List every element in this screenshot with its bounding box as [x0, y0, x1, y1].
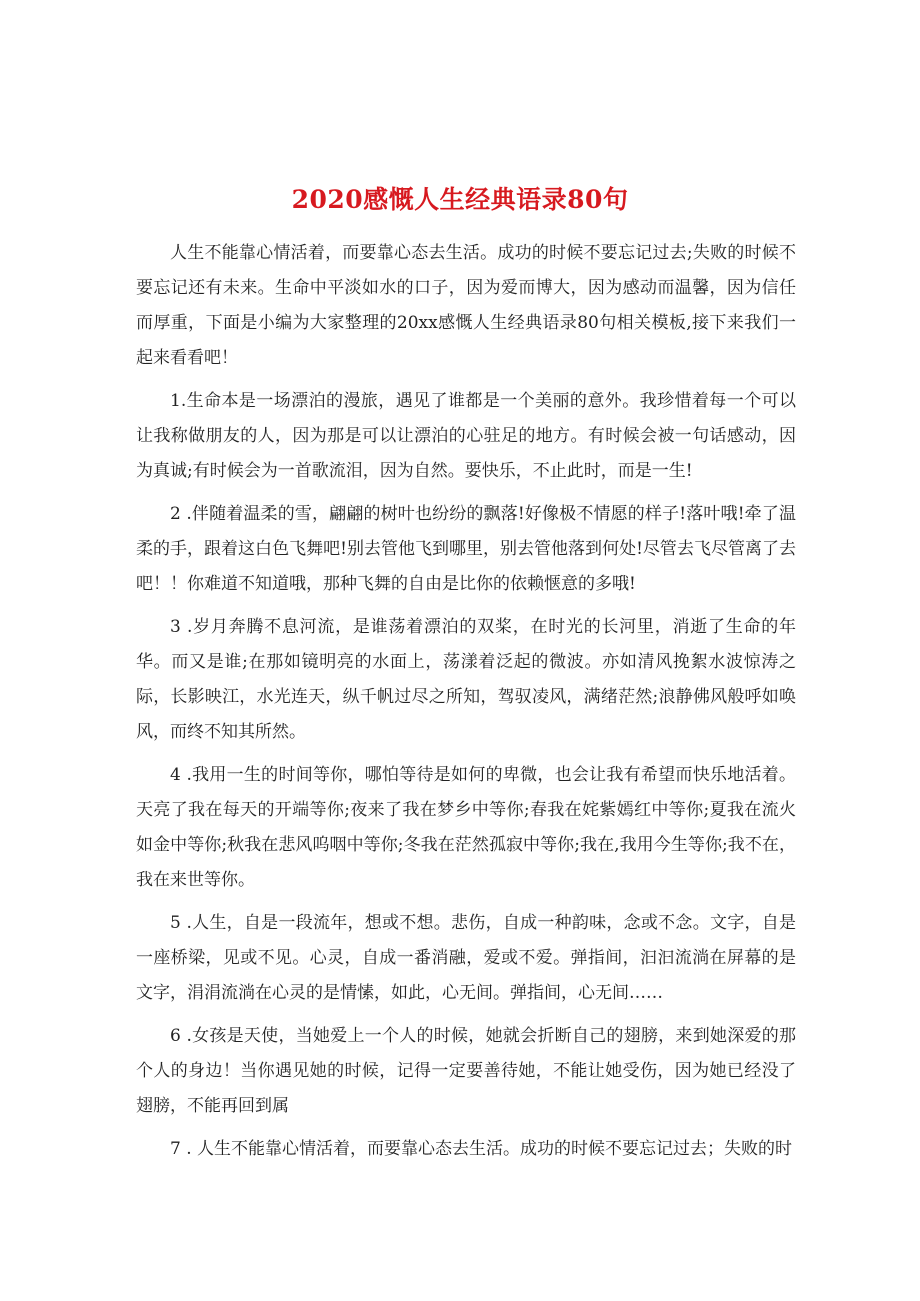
- quote-paragraph-7: 7 . 人生不能靠心情活着，而要靠心态去生活。成功的时候不要忘记过去；失败的时: [170, 1139, 793, 1159]
- quote-paragraph-6: 6 .女孩是天使，当她爱上一个人的时候，她就会折断自己的翅膀，来到她深爱的那个人的身边！当你遇见她的时候，记得一定要善待她，不能让她受伤，因为她已经没了翅膀，不能再回到属: [136, 1026, 796, 1116]
- quote-paragraph-5: 5 .人生，自是一段流年，想或不想。悲伤，自成一种韵味，念或不念。文字，自是一座桥梁，见或不见。心灵，自成一番消融，爱或不爱。弹指间，汩汩流淌在屏幕的是文字，涓涓流淌在心灵的是情愫，如此，心无间。弹指间，心无间……: [136, 913, 796, 1003]
- document-body: [136, 236, 796, 1175]
- quote-paragraph-4: 4 .我用一生的时间等你，哪怕等待是如何的卑微，也会让我有希望而快乐地活着。天亮了我在每天的开端等你;夜来了我在梦乡中等你;春我在姹紫嫣红中等你;夏我在流火如金中等你;秋我在悲风呜咽中等你;冬我在茫然孤寂中等你;我在,我用今生等你;我不在，我在来世等你。: [136, 765, 796, 890]
- quote-paragraph-2: 2 .伴随着温柔的雪，翩翩的树叶也纷纷的飘落!好像极不情愿的样子!落叶哦!牵了温柔的手，跟着这白色飞舞吧!别去管他飞到哪里，别去管他落到何处!尽管去飞尽管离了去吧！！你难道不知道哦，那种飞舞的自由是比你的依赖惬意的多哦!: [136, 504, 796, 594]
- page-title: 2020感慨人生经典语录80句: [291, 184, 629, 214]
- quote-paragraph-3: 3 .岁月奔腾不息河流，是谁荡着漂泊的双桨，在时光的长河里，消逝了生命的年华。而又是谁;在那如镜明亮的水面上，荡漾着泛起的微波。亦如清风挽絮水波惊涛之际，长影映江，水光连天，纵千帆过尽之所知，驾驭凌风，满绪茫然;浪静佛风般呼如唤风，而终不知其所然。: [136, 617, 796, 742]
- intro-paragraph: 人生不能靠心情活着，而要靠心态去生活。成功的时候不要忘记过去;失败的时候不要忘记还有未来。生命中平淡如水的口子，因为爱而博大，因为感动而温馨，因为信任而厚重，下面是小编为大家整理的20xx感慨人生经典语录80句相关模板,接下来我们一起来看看吧！: [136, 243, 796, 368]
- quote-paragraph-1: 1.生命本是一场漂泊的漫旅，遇见了谁都是一个美丽的意外。我珍惜着每一个可以让我称做朋友的人，因为那是可以让漂泊的心驻足的地方。有时候会被一句话感动，因为真诚;有时候会为一首歌流泪，因为自然。要快乐，不止此时，而是一生!: [136, 391, 796, 481]
